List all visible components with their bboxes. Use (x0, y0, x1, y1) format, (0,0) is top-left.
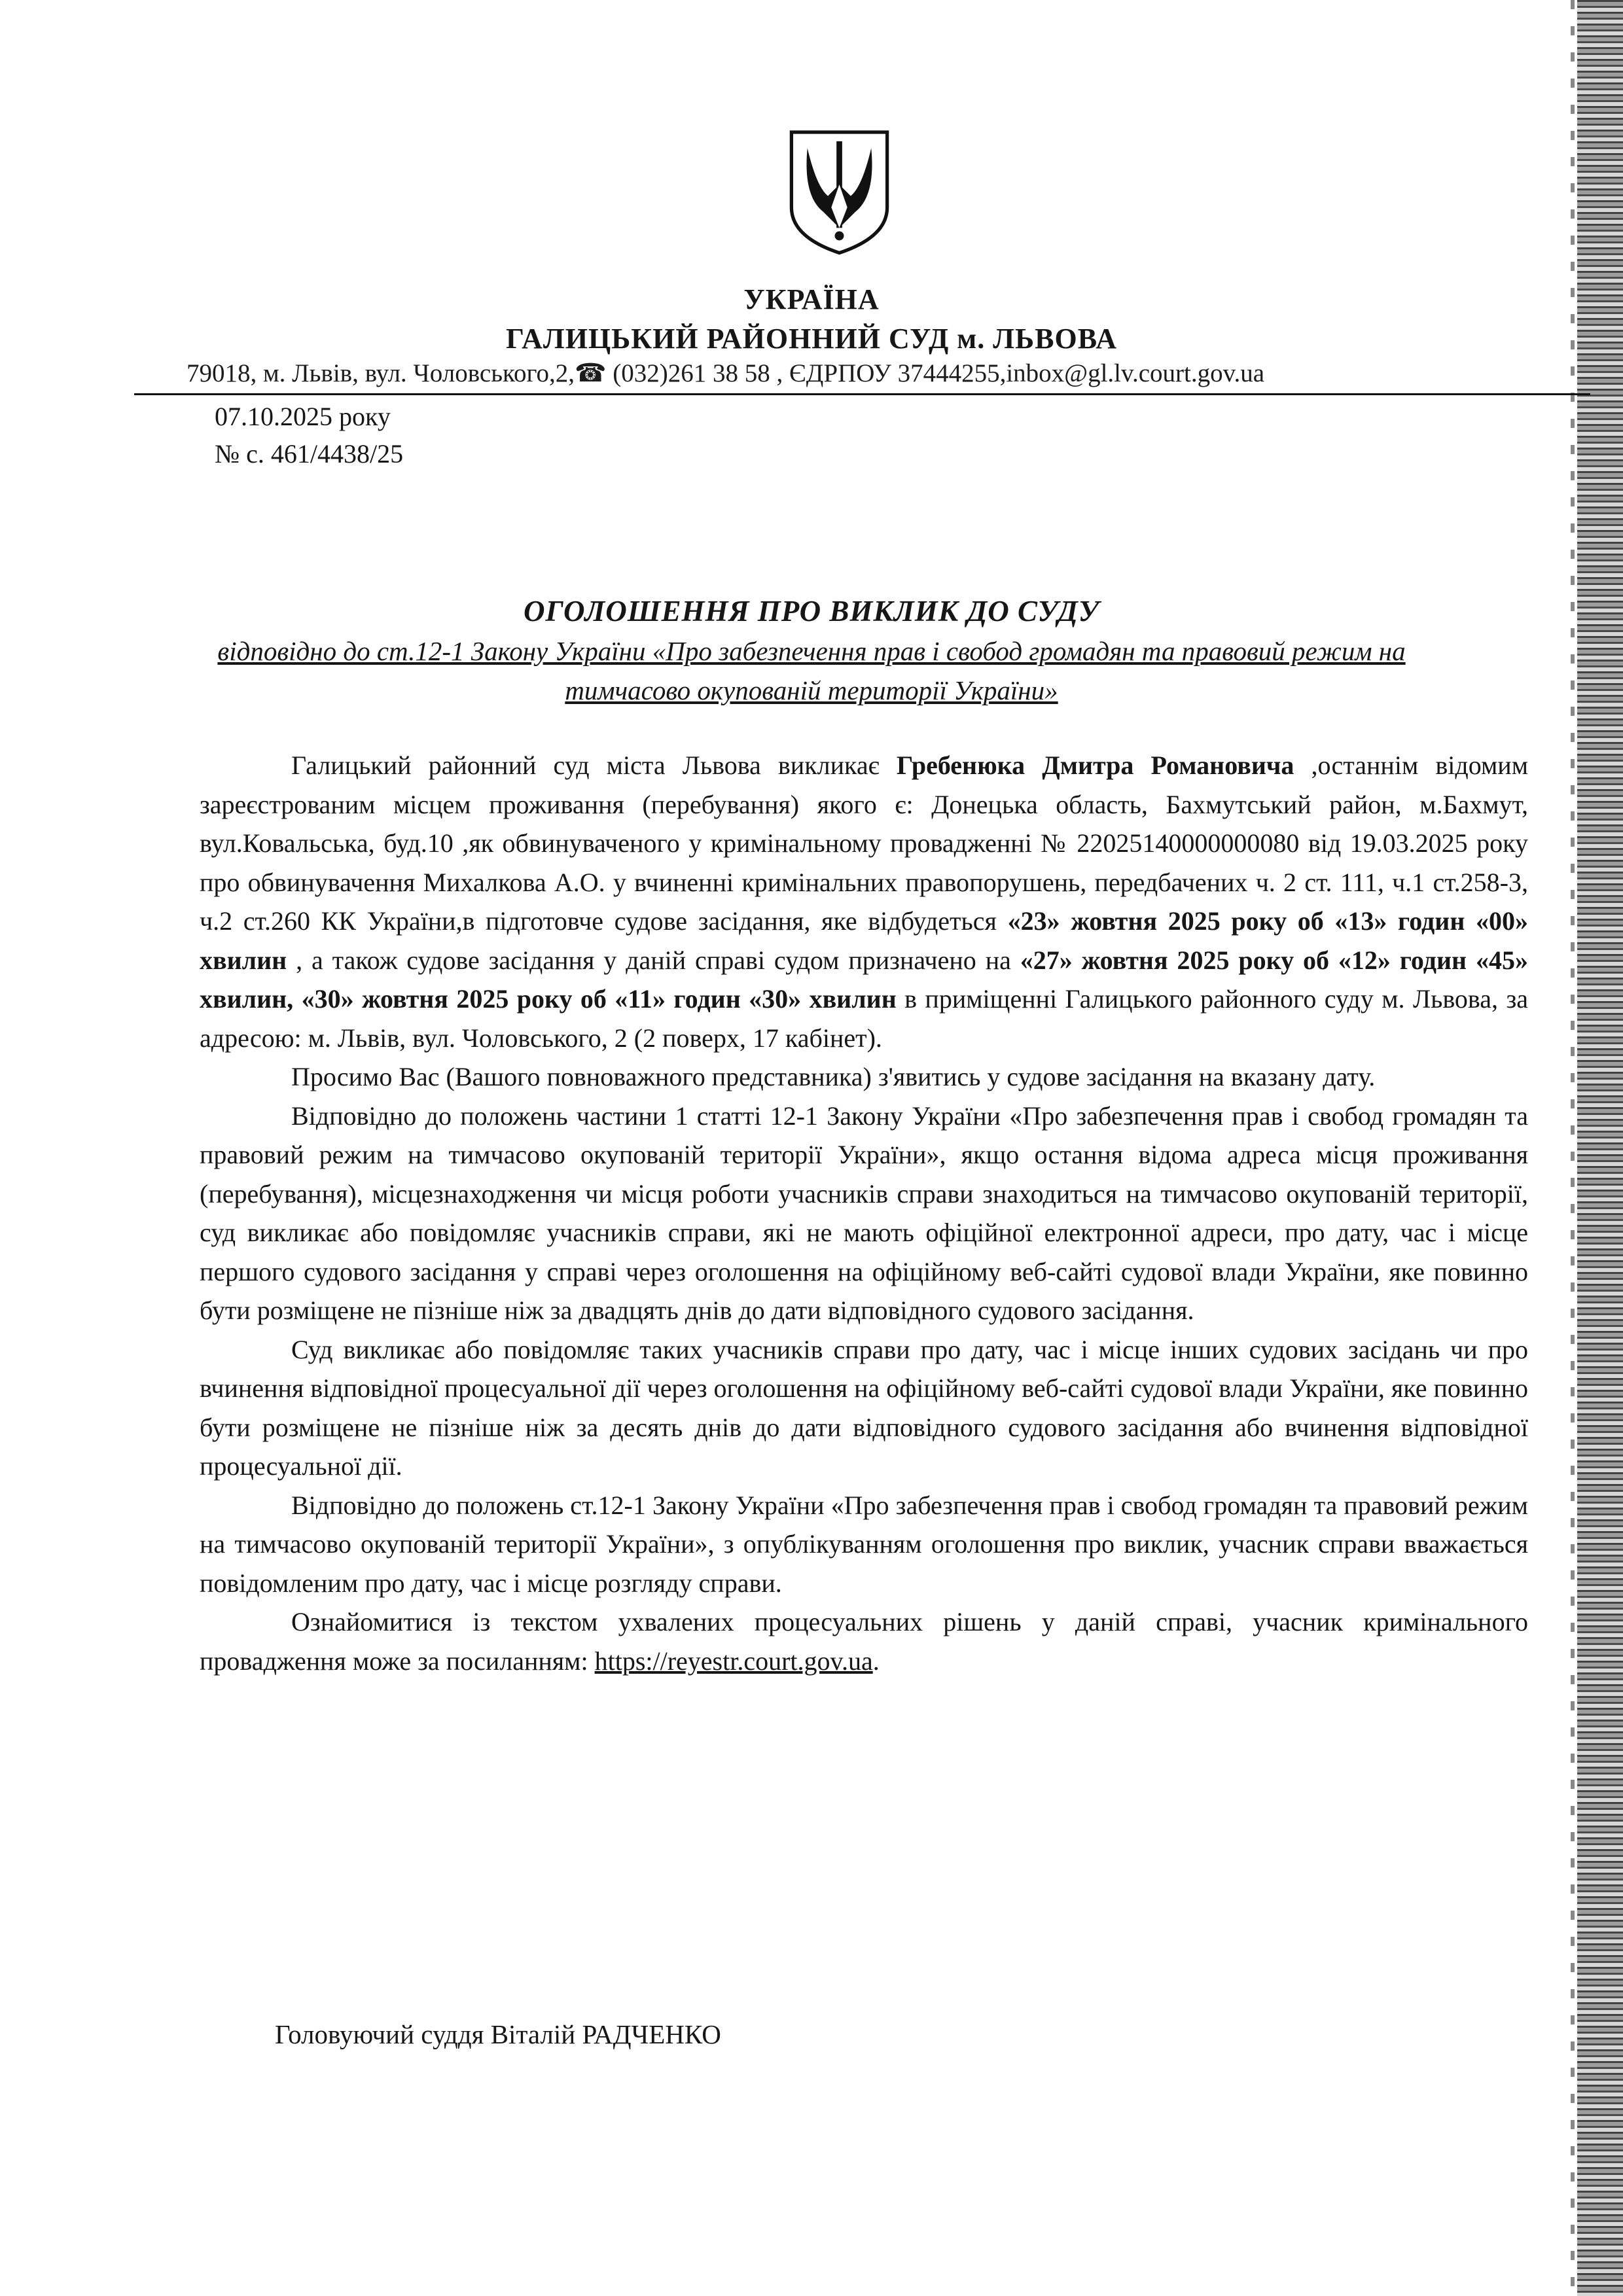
hearing-date-preliminary: «23» жовтня 2025 року об «13» годин «00» хвилин (200, 906, 1528, 975)
paragraph-summons (200, 746, 1528, 1057)
notice-body (200, 746, 1528, 1680)
header-address: 79018, м. Львів, вул. Чоловського,2,☎ (032)261 38 58 , ЄДРПОУ 37444255,inbox@gl.lv.court.gov.ua (187, 359, 1265, 387)
header-court-name: ГАЛИЦЬКИЙ РАЙОННИЙ СУД м. ЛЬВОВА (505, 323, 1118, 355)
header-divider (134, 393, 1590, 395)
trident-icon (782, 128, 897, 255)
paragraph-request: Просимо Вас (Вашого повноважного представника) з'явитись у судове засідання на вказану дату. (291, 1062, 1376, 1091)
document-date: 07.10.2025 року (215, 402, 391, 431)
summoned-person: Гребенюка Дмитра Романовича (896, 751, 1294, 780)
paragraph-law-part1: Відповідно до положень частини 1 статті 12-1 Закону України «Про забезпечення прав і свобод громадян та правовий режим на тимчасово окупованій території України», якщо остання відома адреса місця проживання (перебування), місцезнаходження чи місця роботи учасників справи знаходиться на тимчасово окупованій території, суд викликає або повідомляє учасників справи, які не мають офіційної електронної адреси, про дату, час і місце першого судового засідання у справі через оголошення на офіційному веб-сайті судової влади України, яке повинно бути розміщене не пізніше ніж за двадцять днів до дати відповідного судового засідання. (200, 1101, 1528, 1325)
header-country: УКРАЇНА (743, 283, 880, 315)
paragraph-summons-text-3: , а також судове засідання у даній справі судом призначено на (287, 945, 1020, 975)
notice-subtitle: відповідно до ст.12-1 Закону України «Про забезпечення прав і свобод громадян та правовий режим на тимчасово окупованій території України» (217, 636, 1406, 705)
paragraph-summons-text-2: ,останнім відомим зареєстрованим місцем проживання (перебування) якого є: Донецька область, Бахмутський район, м.Бахмут, вул.Ковальська, буд.10 ,як обвинуваченого у кримінальному провадженні № 22025140000000080 від 19.03.2025 року про обвинувачення Михалкова А.О. у вчиненні кримінальних правопорушень, передбачених ч. 2 ст. 111, ч.1 ст.258-3, ч.2 ст.260 КК України,в підготовче судове засідання, яке відбудеться (200, 751, 1529, 936)
paragraph-summons-text-1: Галицький районний суд міста Львова викликає (291, 751, 897, 780)
paragraph-registry (200, 1602, 1528, 1680)
paragraph-notified: Відповідно до положень ст.12-1 Закону України «Про забезпечення прав і свобод громадян та правовий режим на тимчасово окупованій території України», з опублікуванням оголошення про виклик, учасник справи вважається повідомленим про дату, час і місце розгляду справи. (200, 1490, 1528, 1598)
paragraph-summons-text-4: в приміщенні Галицького районного суду м. Львова, за адресою: м. Львів, вул. Чоловського, 2 (2 поверх, 17 кабінет). (200, 984, 1528, 1053)
registry-link[interactable]: https://reyestr.court.gov.ua (594, 1646, 873, 1676)
paragraph-registry-end: . (872, 1646, 880, 1676)
hearing-dates-trial: «27» жовтня 2025 року об «12» годин «45» хвилин, «30» жовтня 2025 року об «11» годин «30» хвилин (200, 945, 1528, 1014)
case-number: № с. 461/4438/25 (215, 439, 404, 468)
judge-signature-line: Головуючий суддя Віталій РАДЧЕНКО (275, 2019, 721, 2049)
paragraph-law-other-hearings: Суд викликає або повідомляє таких учасників справи про дату, час і місце інших судових засідань чи про вчинення відповідної процесуальної дії через оголошення на офіційному веб-сайті судової влади України, яке повинно бути розміщене не пізніше ніж за десять днів до дати відповідного судового засідання або вчинення відповідної процесуальної дії. (200, 1334, 1528, 1481)
paragraph-registry-text: Ознайомитися із текстом ухвалених процесуальних рішень у даній справі, учасник кримінального провадження може за посиланням: (200, 1607, 1528, 1676)
notice-title: ОГОЛОШЕННЯ ПРО ВИКЛИК ДО СУДУ (523, 595, 1100, 627)
